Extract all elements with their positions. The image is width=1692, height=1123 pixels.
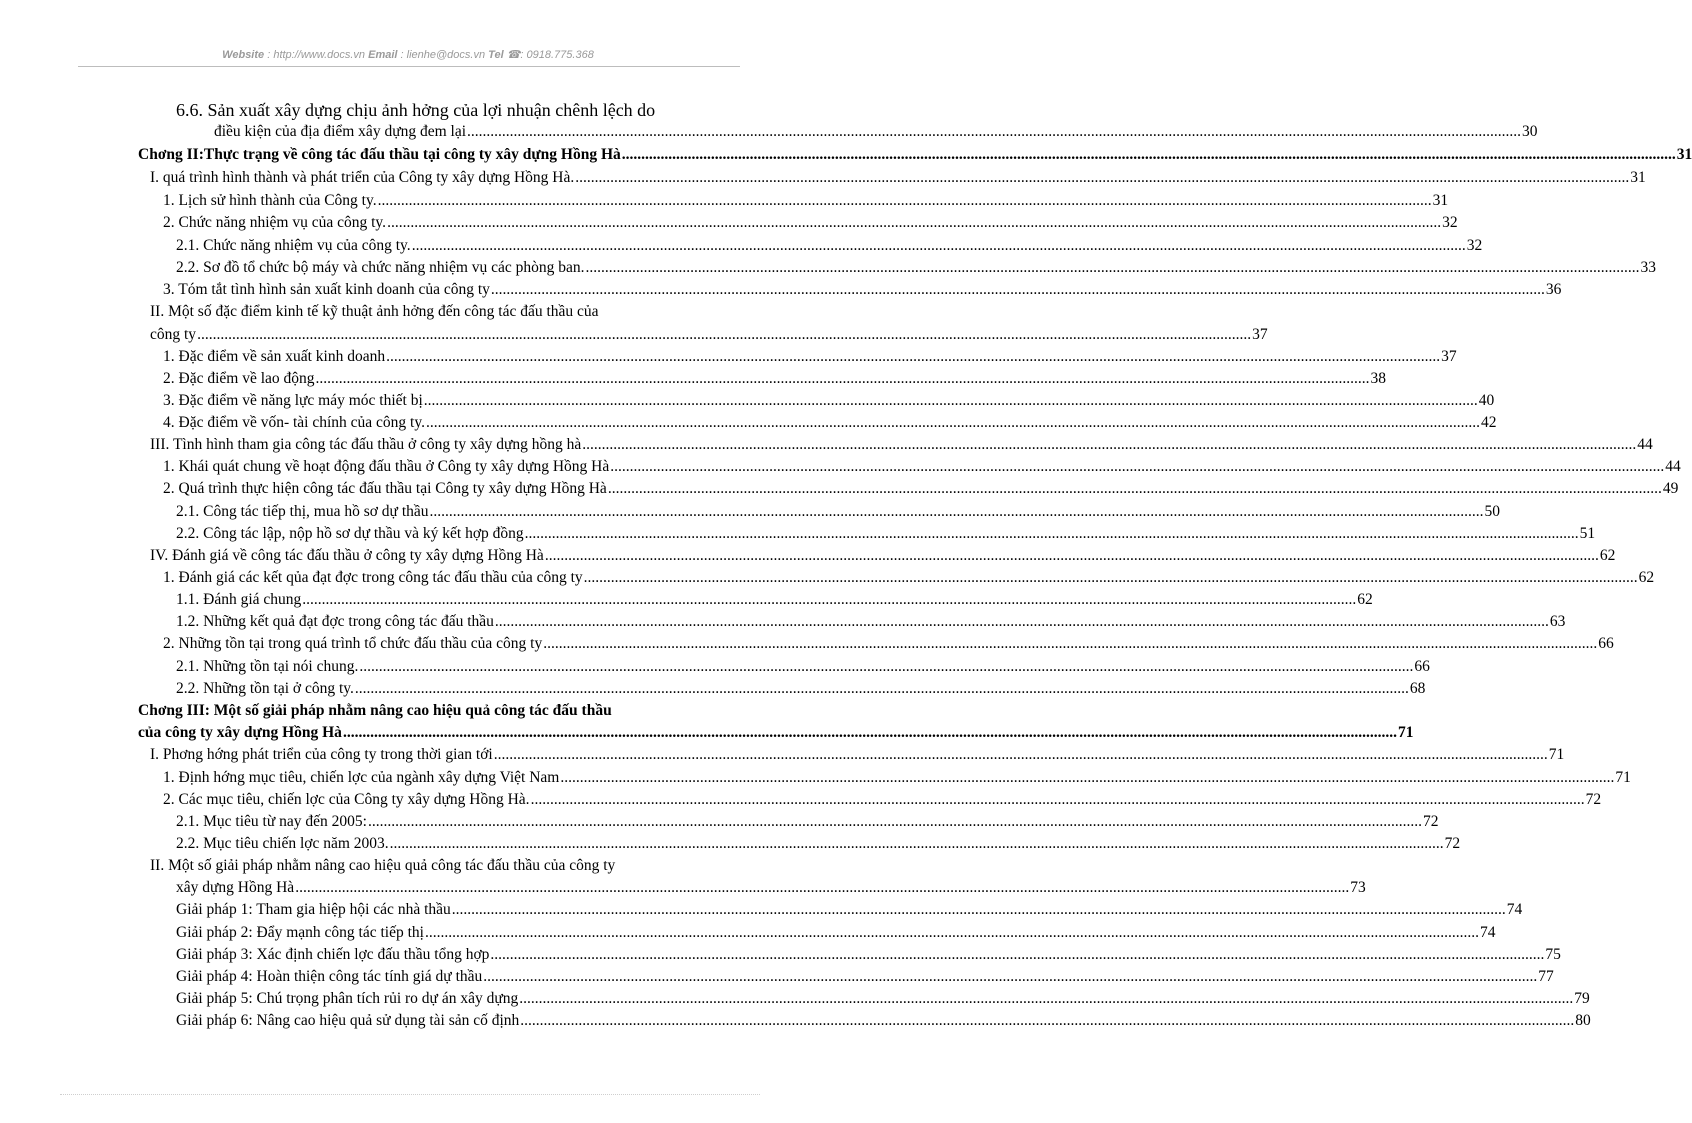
toc-item: 3. Đặc điểm về năng lực máy móc thiết bị ..... 40: [163, 392, 766, 410]
toc-solution-6: Giải pháp 6: Nâng cao hiệu quả sử dụng tài sản cố định ..... 80: [176, 1012, 766, 1030]
toc-section-IV: IV. Đánh giá về công tác đấu thầu ở công ty xây dựng Hồng Hà ..... 62: [150, 547, 766, 565]
toc-entry-6-6: 6.6. Sản xuất xây dựng chịu ảnh hởng của lợi nhuận chênh lệch do: [176, 100, 656, 120]
toc-chapter-2: Chơng II:Thực trạng về công tác đấu thầu tại công ty xây dựng Hồng Hà ..... 31: [138, 146, 766, 164]
toc-item: 1.2. Những kết quả đạt đợc trong công tác đấu thầu ..... 63: [176, 613, 766, 631]
toc-solution-1: Giải pháp 1: Tham gia hiệp hội các nhà thầu ..... 74: [176, 901, 766, 919]
header-divider: [78, 66, 740, 67]
toc-solution-2: Giải pháp 2: Đẩy mạnh công tác tiếp thị ..... 74: [176, 924, 766, 942]
toc-item: 1. Khái quát chung về hoạt động đấu thầu ở Công ty xây dựng Hồng Hà ..... 44: [163, 458, 766, 476]
toc-item: 2.2. Những tồn tại ở công ty. ..... 68: [176, 680, 766, 698]
toc-item: 2.1. Mục tiêu từ nay đến 2005: ..... 72: [176, 813, 766, 831]
toc-solution-3: Giải pháp 3: Xác định chiến lợc đấu thầu tổng hợp ..... 75: [176, 946, 766, 964]
toc-section-II: II. Một số đặc điểm kinh tế kỹ thuật ảnh hởng đến công tác đấu thầu của: [150, 303, 599, 320]
toc-section-I: I. quá trình hình thành và phát triển của Công ty xây dựng Hồng Hà. ..... 31: [150, 169, 766, 187]
toc-item: 2. Quá trình thực hiện công tác đấu thầu tại Công ty xây dựng Hồng Hà ..... 49: [163, 480, 766, 498]
toc-item: 2.2. Công tác lập, nộp hồ sơ dự thầu và ký kết hợp đồng ..... 51: [176, 525, 766, 543]
toc-item: 2. Những tồn tại trong quá trình tổ chức đấu thầu của công ty ..... 66: [163, 635, 766, 653]
toc-item: 2.1. Công tác tiếp thị, mua hồ sơ dự thầu ..... 50: [176, 503, 766, 521]
toc-chapter-3-cont: của công ty xây dựng Hồng Hà ..... 71: [138, 724, 766, 742]
toc-item: 2. Đặc điểm về lao động ..... 38: [163, 370, 766, 388]
website-url: : http://www.docs.vn: [267, 49, 366, 61]
email-address: : lienhe@docs.vn: [400, 49, 486, 61]
toc-item: 1. Lịch sử hình thành của Công ty. ..... 31: [163, 192, 766, 210]
toc-item: 2. Chức năng nhiệm vụ của công ty. ..... 32: [163, 214, 766, 232]
toc-section-III: III. Tình hình tham gia công tác đấu thầu ở công ty xây dựng hồng hà ..... 44: [150, 436, 766, 454]
toc-item: 2.2. Mục tiêu chiến lợc năm 2003. ..... 72: [176, 835, 766, 853]
toc-section-II-cont: công ty ..... 37: [150, 326, 766, 344]
toc-item: 2.2. Sơ đồ tổ chức bộ máy và chức năng nhiệm vụ các phòng ban. ..... 33: [176, 259, 766, 277]
toc-section-II-cont: xây dựng Hồng Hà ..... 73: [176, 879, 766, 897]
toc-entry-6-6-cont: điều kiện của địa điểm xây dựng đem lại ..... 30: [214, 123, 766, 141]
toc-solution-4: Giải pháp 4: Hoàn thiện công tác tính giá dự thầu ..... 77: [176, 968, 766, 986]
toc-item: 1. Đánh giá các kết qủa đạt đợc trong công tác đấu thầu của công ty ..... 62: [163, 569, 766, 587]
toc-item: 3. Tóm tắt tình hình sản xuất kinh doanh của công ty ..... 36: [163, 281, 766, 299]
footer-divider: [60, 1094, 760, 1095]
tel-label: Tel: [488, 49, 504, 61]
tel-number: ☎: 0918.775.368: [506, 49, 594, 61]
website-label: Website: [222, 49, 265, 61]
toc-item: 1. Định hớng mục tiêu, chiến lợc của ngành xây dựng Việt Nam ..... 71: [163, 769, 766, 787]
toc-item: 2.1. Những tồn tại nói chung. ..... 66: [176, 658, 766, 676]
toc-chapter-3: Chơng III: Một số giải pháp nhằm nâng cao hiệu quả công tác đấu thầu: [138, 702, 612, 719]
toc-solution-5: Giải pháp 5: Chú trọng phân tích rủi ro dự án xây dựng ..... 79: [176, 990, 766, 1008]
toc-item: 1. Đặc điểm về sản xuất kinh doanh ..... 37: [163, 348, 766, 366]
toc-section-I: I. Phơng hớng phát triển của công ty trong thời gian tới ..... 71: [150, 746, 766, 764]
page-header: [0, 48, 816, 61]
toc-item: 2. Các mục tiêu, chiến lợc của Công ty xây dựng Hồng Hà. ..... 72: [163, 791, 766, 809]
toc-item: 2.1. Chức năng nhiệm vụ của công ty. ..... 32: [176, 237, 766, 255]
toc-section-II: II. Một số giải pháp nhằm nâng cao hiệu quả công tác đấu thầu của công ty: [150, 857, 616, 874]
toc-item: 1.1. Đánh giá chung ..... 62: [176, 591, 766, 609]
toc-item: 4. Đặc điểm về vốn- tài chính của công ty. ..... 42: [163, 414, 766, 432]
email-label: Email: [368, 49, 398, 61]
